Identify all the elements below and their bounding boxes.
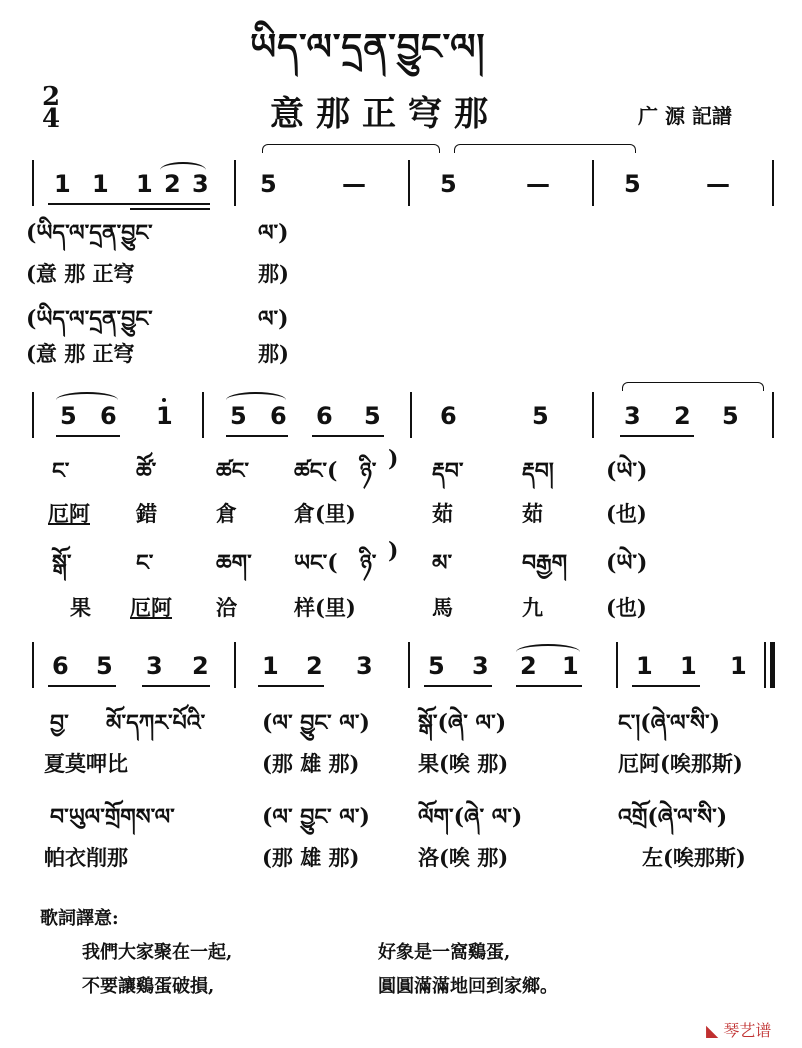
note: 2 xyxy=(306,652,323,680)
lyric-syllable: (那 雄 那) xyxy=(262,751,360,776)
lyric-syllable: ཡང་( xyxy=(294,550,338,576)
translation-line: 圓圓滿滿地回到家鄉。 xyxy=(378,976,558,997)
lyric-syllable: 茹 xyxy=(522,501,543,526)
note: 1 xyxy=(92,170,109,198)
lyric-syllable: 馬 xyxy=(432,595,453,620)
note: 5 xyxy=(428,652,445,680)
lyric-syllable: 那) xyxy=(258,341,289,366)
dash-note: — xyxy=(342,170,366,198)
note: 5 xyxy=(364,402,381,430)
high-octave-dot xyxy=(162,398,166,402)
lyric-syllable: 茹 xyxy=(432,501,453,526)
lyric-syllable: 帕衣削那 xyxy=(44,845,128,870)
note: 5 xyxy=(96,652,113,680)
note: 5 xyxy=(624,170,641,198)
note: 6 xyxy=(316,402,333,430)
lyric-syllable: (ཡེ་) xyxy=(606,458,648,484)
lyric-syllable: ང་།(ཞེ་ལ་སི་) xyxy=(618,710,720,736)
lyric-syllable: 倉(里) xyxy=(294,501,356,526)
time-signature-top: 2 xyxy=(42,82,61,112)
barline xyxy=(592,160,594,206)
lyric-syllable: (ཡེ་) xyxy=(606,550,648,576)
note: 1 xyxy=(636,652,653,680)
barline xyxy=(202,392,204,438)
translation-line: 我們大家聚在一起, xyxy=(82,942,233,963)
slur xyxy=(160,162,206,178)
note: 1 xyxy=(54,170,71,198)
lyric-syllable: 厄阿 xyxy=(130,595,172,620)
note: 6 xyxy=(270,402,287,430)
note: 6 xyxy=(100,402,117,430)
lyric-syllable: 那) xyxy=(258,261,289,286)
tie xyxy=(454,144,636,153)
translation-line: 不要讓鷄蛋破損, xyxy=(82,976,215,997)
lyric-syllable: (ཡིད་ལ་དྲན་བྱུང་ xyxy=(26,220,153,246)
barline xyxy=(772,160,774,206)
lyric-syllable: ང་ xyxy=(52,458,70,484)
lyric-syllable: 左(唉那斯) xyxy=(642,845,746,870)
underline xyxy=(312,435,384,437)
underline xyxy=(48,685,116,687)
barline xyxy=(764,642,766,688)
watermark-text: 琴艺谱 xyxy=(723,1021,772,1040)
note: 5 xyxy=(60,402,77,430)
barline xyxy=(32,392,34,438)
barline xyxy=(592,392,594,438)
time-signature xyxy=(42,82,61,134)
note: 6 xyxy=(52,652,69,680)
underline xyxy=(424,685,492,687)
barline xyxy=(616,642,618,688)
lyric-syllable: 倉 xyxy=(216,501,237,526)
lyric-syllable: མ་ xyxy=(432,550,453,576)
lyric-syllable: ཚོ་ xyxy=(136,458,157,484)
lyric-syllable: ) xyxy=(388,446,399,472)
note: 5 xyxy=(230,402,247,430)
lyric-syllable: མོ་དཀར་པོའི་ xyxy=(106,710,206,736)
underline xyxy=(632,685,700,687)
note: 3 xyxy=(472,652,489,680)
lyric-syllable: (那 雄 那) xyxy=(262,845,360,870)
note: 1 xyxy=(156,402,173,430)
underline xyxy=(48,203,210,205)
lyric-syllable: ) xyxy=(388,538,399,564)
translation-label: 歌詞譯意: xyxy=(40,908,119,929)
dash-note: — xyxy=(526,170,550,198)
lyric-syllable: 錯 xyxy=(136,501,157,526)
lyric-syllable: (ཡིད་ལ་དྲན་བྱུང་ xyxy=(26,306,153,332)
underline xyxy=(516,685,582,687)
note: 3 xyxy=(146,652,163,680)
underline xyxy=(142,685,210,687)
lyric-syllable: རྡབ། xyxy=(522,458,554,484)
barline xyxy=(410,392,412,438)
barline xyxy=(32,160,34,206)
lyric-syllable: 洛(唉 那) xyxy=(418,845,509,870)
lyric-syllable: བྱ་ xyxy=(50,710,69,736)
lyric-syllable: སྒོ་ xyxy=(52,550,72,576)
lyric-syllable: (也) xyxy=(606,501,647,526)
barline xyxy=(408,642,410,688)
note: 1 xyxy=(680,652,697,680)
staff-row-3 xyxy=(26,642,778,698)
lyric-syllable: བ་ཡུལ་གྲོགས་ལ་ xyxy=(50,804,175,830)
note: 1 xyxy=(562,652,579,680)
underline xyxy=(226,435,288,437)
lyric-syllable: ང་ xyxy=(136,550,154,576)
translation-line: 好象是一窩鷄蛋, xyxy=(378,942,511,963)
lyric-syllable: (ལ་ བྱུང་ ལ་) xyxy=(262,710,370,736)
lyric-syllable: སྒོ་(ཞེ་ ལ་) xyxy=(418,710,507,736)
lyric-syllable: 厄阿(唉那斯) xyxy=(618,751,743,776)
lyric-syllable: 厄阿 xyxy=(48,501,90,526)
tie xyxy=(262,144,440,153)
note: 1 xyxy=(262,652,279,680)
note: 3 xyxy=(192,170,209,198)
note: 6 xyxy=(440,402,457,430)
lyric-syllable: ལ་) xyxy=(258,306,289,332)
dash-note: — xyxy=(706,170,730,198)
note: 1 xyxy=(730,652,747,680)
underline xyxy=(56,435,120,437)
lyric-syllable: ཉི་ xyxy=(360,550,377,576)
note: 2 xyxy=(674,402,691,430)
lyric-syllable: ཉི་ xyxy=(360,458,377,484)
lyric-syllable: 样(里) xyxy=(294,595,356,620)
lyric-syllable: ཚང་ xyxy=(216,458,249,484)
final-barline xyxy=(770,642,775,688)
lyric-syllable: 夏莫呷比 xyxy=(44,751,128,776)
lyric-syllable: (意 那 正穹 xyxy=(26,261,135,286)
lyric-syllable: 果 xyxy=(70,595,91,620)
note: 5 xyxy=(260,170,277,198)
note: 3 xyxy=(624,402,641,430)
lyric-syllable: (也) xyxy=(606,595,647,620)
watermark-icon: ◣ xyxy=(706,1021,724,1040)
note: 1 xyxy=(136,170,153,198)
tie xyxy=(622,382,764,391)
lyric-syllable: རྡབ་ xyxy=(432,458,464,484)
time-signature-bottom: 4 xyxy=(42,104,61,134)
lyric-syllable: (意 那 正穹 xyxy=(26,341,135,366)
note: 2 xyxy=(520,652,537,680)
lyric-syllable: ལོག་(ཞེ་ ལ་) xyxy=(418,804,523,830)
lyric-syllable: (ལ་ བྱུང་ ལ་) xyxy=(262,804,370,830)
barline xyxy=(772,392,774,438)
barline xyxy=(234,160,236,206)
lyric-syllable: 九 xyxy=(522,595,543,620)
note: 2 xyxy=(192,652,209,680)
note: 5 xyxy=(722,402,739,430)
note: 2 xyxy=(164,170,181,198)
lyric-syllable: བརྒྱག xyxy=(522,550,568,576)
barline xyxy=(32,642,34,688)
barline xyxy=(408,160,410,206)
lyric-syllable: འགྲོ(ཞེ་ལ་སི་) xyxy=(618,804,728,830)
tibetan-title: ཡིད་ལ་དྲན་བྱུང་ལ། xyxy=(250,26,486,68)
lyric-syllable: ལ་) xyxy=(258,220,289,246)
note: 5 xyxy=(440,170,457,198)
lyric-syllable: ཆག་ xyxy=(216,550,252,576)
note: 3 xyxy=(356,652,373,680)
lyric-syllable: ཚང་( xyxy=(294,458,338,484)
underline xyxy=(620,435,694,437)
lyric-syllable: 果(唉 那) xyxy=(418,751,509,776)
song-title: 意那正穹那 xyxy=(270,94,500,134)
staff-row-2 xyxy=(26,392,778,448)
underline xyxy=(258,685,324,687)
watermark-logo xyxy=(706,1018,771,1041)
note: 5 xyxy=(532,402,549,430)
barline xyxy=(234,642,236,688)
lyric-syllable: 洽 xyxy=(216,595,237,620)
transcriber-credit: 广 源 記譜 xyxy=(638,104,732,128)
